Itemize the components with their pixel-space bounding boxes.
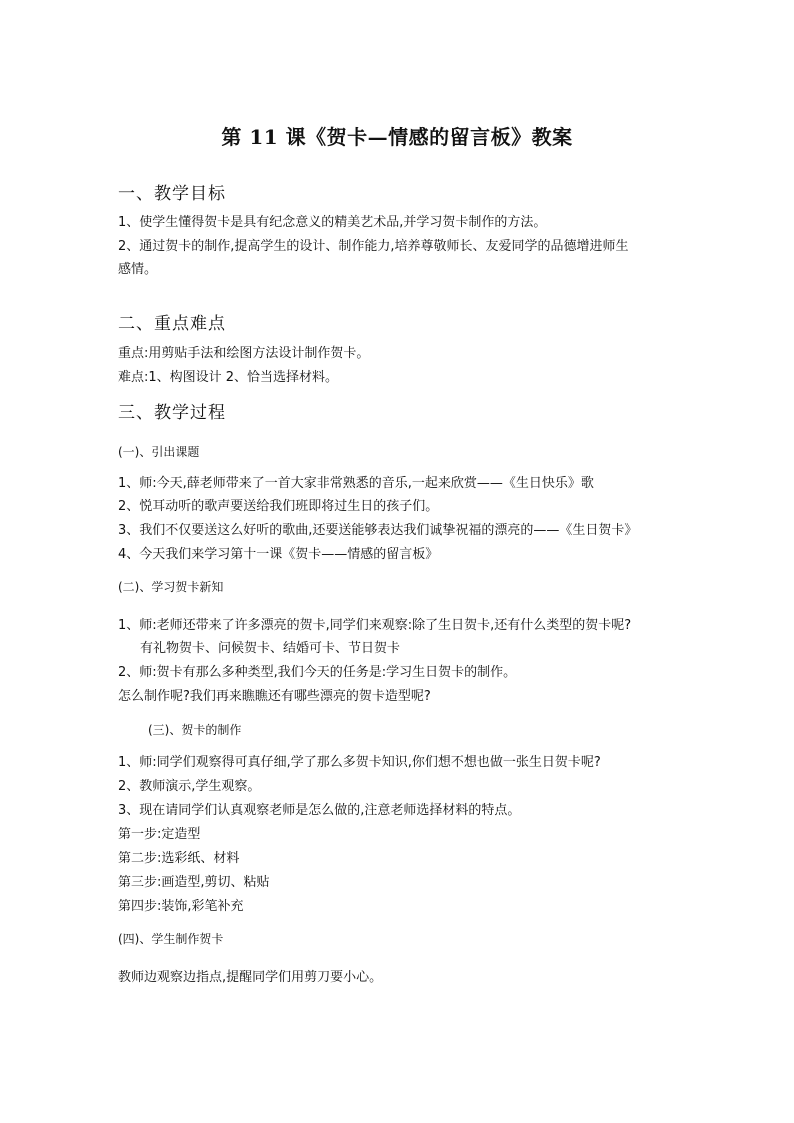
objective-line-1: 1、使学生懂得贺卡是具有纪念意义的精美艺术品,并学习贺卡制作的方法。	[118, 215, 547, 230]
part-2-line-3: 2、师:贺卡有那么多种类型,我们今天的任务是:学习生日贺卡的制作。	[118, 665, 517, 680]
part-3-step-4: 第四步:装饰,彩笔补充	[118, 899, 244, 914]
part-3-line-2: 2、教师演示,学生观察。	[118, 779, 261, 794]
part-3-step-2: 第二步:选彩纸、材料	[118, 851, 240, 866]
part-1-line-4: 4、今天我们来学习第十一课《贺卡——情感的留言板》	[118, 547, 439, 562]
part-3-label: (三)、贺卡的制作	[148, 723, 242, 737]
part-3-line-3: 3、现在请同学们认真观察老师是怎么做的,注意老师选择材料的特点。	[118, 803, 521, 818]
part-2-label: (二)、学习贺卡新知	[118, 580, 224, 594]
document-title: 第 11 课《贺卡—情感的留言板》教案	[221, 125, 573, 149]
key-point-line: 重点:用剪贴手法和绘图方法设计制作贺卡。	[118, 346, 370, 361]
part-3-step-3: 第三步:画造型,剪切、粘贴	[118, 875, 270, 890]
part-1-label: (一)、引出课题	[118, 445, 200, 459]
difficulty-line: 难点:1、构图设计 2、恰当选择材料。	[118, 370, 339, 385]
part-3-line-1: 1、师:同学们观察得可真仔细,学了那么多贺卡知识,你们想不想也做一张生日贺卡呢?	[118, 755, 601, 770]
part-1-line-2: 2、悦耳动听的歌声要送给我们班即将过生日的孩子们。	[118, 499, 439, 514]
section-heading-key-points: 二、重点难点	[118, 314, 226, 334]
section-heading-objectives: 一、教学目标	[118, 184, 226, 204]
section-heading-process: 三、教学过程	[118, 403, 226, 423]
objective-line-2-cont: 感情。	[118, 262, 158, 277]
part-1-line-1: 1、师:今天,薛老师带来了一首大家非常熟悉的音乐,一起来欣赏——《生日快乐》歌	[118, 476, 594, 491]
part-4-label: (四)、学生制作贺卡	[118, 932, 224, 946]
part-1-line-3: 3、我们不仅要送这么好听的歌曲,还要送能够表达我们诚挚祝福的漂亮的——《生日贺卡》	[118, 523, 638, 538]
part-4-line-1: 教师边观察边指点,提醒同学们用剪刀要小心。	[118, 970, 383, 985]
part-3-step-1: 第一步:定造型	[118, 827, 201, 842]
part-2-line-2: 有礼物贺卡、问候贺卡、结婚可卡、节日贺卡	[140, 641, 401, 656]
part-2-line-4: 怎么制作呢?我们再来瞧瞧还有哪些漂亮的贺卡造型呢?	[118, 689, 431, 704]
part-2-line-1: 1、师:老师还带来了许多漂亮的贺卡,同学们来观察:除了生日贺卡,还有什么类型的贺卡呢?	[118, 618, 632, 633]
objective-line-2: 2、通过贺卡的制作,提高学生的设计、制作能力,培养尊敬师长、友爱同学的品德增进师生	[118, 239, 629, 254]
